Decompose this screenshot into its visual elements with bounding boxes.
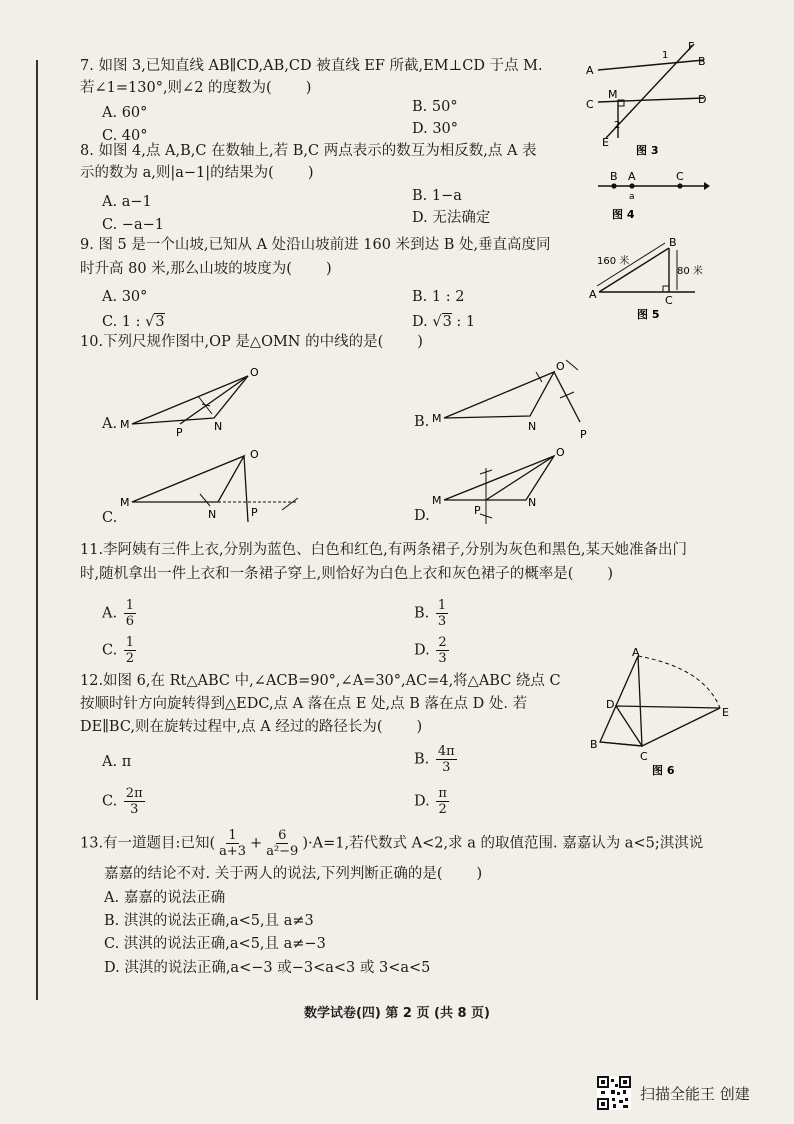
q13-option-b: B. 淇淇的说法正确,a<5,且 a≠3 <box>104 913 314 929</box>
q11-line1: 11.李阿姨有三件上衣,分别为蓝色、白色和红色,有两条裙子,分别为灰色和黑色,某天她准备出门 <box>80 542 687 558</box>
fig6-label-a: A <box>632 646 640 659</box>
fig5-label-b: B <box>669 236 677 249</box>
figure-5-caption: 图 5 <box>637 308 660 321</box>
q9-option-a: A. 30° <box>102 289 148 305</box>
fig3-label-m: M <box>608 88 618 101</box>
q8-line2: 示的数为 a,则|a−1|的结果为( ) <box>80 165 314 181</box>
fig5-label-a: A <box>589 288 597 301</box>
q12-line2: 按顺时针方向旋转得到△EDC,点 A 落在点 E 处,点 B 落在点 D 处. 若 <box>80 696 528 712</box>
q11-option-b: B. $\frac{1}{3}$ <box>414 598 447 629</box>
q13-line2: 嘉嘉的结论不对. 关于两人的说法,下列判断正确的是( ) <box>104 866 483 882</box>
fig3-label-a: A <box>586 64 594 77</box>
q8-option-c: C. −a−1 <box>102 217 164 233</box>
svg-text:P: P <box>251 506 258 519</box>
figure-5 <box>585 234 705 324</box>
q9-option-d: D. √3 : 1 <box>412 314 476 330</box>
q13-option-c: C. 淇淇的说法正确,a<5,且 a≠−3 <box>104 936 326 952</box>
q9-line2: 时升高 80 米,那么山坡的坡度为( ) <box>80 261 332 277</box>
q10-figure-d <box>430 444 580 530</box>
svg-text:O: O <box>556 360 565 373</box>
figure-6-caption: 图 6 <box>652 764 675 777</box>
qr-code-icon <box>597 1076 631 1110</box>
q8-line1: 8. 如图 4,点 A,B,C 在数轴上,若 B,C 两点表示的数互为相反数,点 A 表 <box>80 143 537 159</box>
fig3-label-c: C <box>586 98 594 111</box>
svg-text:P: P <box>474 504 481 517</box>
q12-line1: 12.如图 6,在 Rt△ABC 中,∠ACB=90°,∠A=30°,AC=4,将△ABC 绕点 C <box>80 673 561 689</box>
fig5-label-height: 80 米 <box>677 266 703 277</box>
svg-text:N: N <box>528 496 537 509</box>
q12-option-c: C. $\frac{2\pi}{3}$ <box>102 786 143 817</box>
q10-option-b: B. <box>414 414 430 430</box>
fig5-label-length: 160 米 <box>597 256 630 267</box>
q9-option-c: C. 1 : √3 <box>102 314 165 330</box>
q10-option-d: D. <box>414 508 430 524</box>
figure-3-caption: 图 3 <box>636 144 659 157</box>
q7-option-c: C. 40° <box>102 128 148 144</box>
svg-text:O: O <box>250 366 259 379</box>
q12-option-a: A. π <box>102 754 132 770</box>
q8-option-d: D. 无法确定 <box>412 210 491 226</box>
svg-text:M: M <box>432 494 442 507</box>
fig4-label-c: C <box>676 170 684 183</box>
q7-option-d: D. 30° <box>412 121 459 137</box>
q9-option-b: B. 1 : 2 <box>412 289 465 305</box>
fig4-label-a-value: a <box>629 192 635 202</box>
q12-line3: DE∥BC,则在旋转过程中,点 A 经过的路径长为( ) <box>80 719 423 735</box>
q11-option-d: D. $\frac{2}{3}$ <box>414 635 447 666</box>
q8-option-b: B. 1−a <box>412 188 462 204</box>
q11-line2: 时,随机拿出一件上衣和一条裙子穿上,则恰好为白色上衣和灰色裙子的概率是( ) <box>80 566 614 582</box>
fig4-label-a: A <box>628 170 636 183</box>
q12-option-d: D. $\frac{\pi}{2}$ <box>414 786 447 817</box>
svg-text:M: M <box>120 496 130 509</box>
svg-text:M: M <box>432 412 442 425</box>
q7-line2: 若∠1=130°,则∠2 的度数为( ) <box>80 80 312 96</box>
svg-text:P: P <box>580 428 587 441</box>
q7-option-a: A. 60° <box>102 105 148 121</box>
fig3-label-b: B <box>698 55 706 68</box>
q11-option-c: C. $\frac{1}{2}$ <box>102 635 135 666</box>
q10-line1: 10.下列尺规作图中,OP 是△OMN 的中线的是( ) <box>80 334 423 350</box>
svg-text:N: N <box>528 420 537 433</box>
q10-figure-a <box>118 362 268 438</box>
fig3-label-f: F <box>688 40 695 53</box>
q11-option-a: A. $\frac{1}{6}$ <box>102 598 134 629</box>
fig3-label-d: D <box>698 93 707 106</box>
q12-option-b: B. $\frac{4\pi}{3}$ <box>414 744 455 775</box>
q10-option-a: A. <box>102 416 118 432</box>
q10-option-c: C. <box>102 510 118 526</box>
figure-3 <box>584 40 714 160</box>
fig3-label-e: E <box>602 136 609 149</box>
scanner-watermark: 扫描全能王 创建 <box>640 1085 750 1103</box>
svg-text:O: O <box>250 448 259 461</box>
fig6-label-c: C <box>640 750 648 763</box>
figure-4 <box>590 168 710 223</box>
q9-line1: 9. 图 5 是一个山坡,已知从 A 处沿山坡前进 160 米到达 B 处,垂直高度同 <box>80 237 551 253</box>
svg-text:N: N <box>214 420 223 433</box>
svg-text:M: M <box>120 418 130 431</box>
q8-option-a: A. a−1 <box>102 194 152 210</box>
fig6-label-b: B <box>590 738 598 751</box>
svg-text:N: N <box>208 508 217 521</box>
fig4-label-b: B <box>610 170 618 183</box>
q7-line1: 7. 如图 3,已知直线 AB∥CD,AB,CD 被直线 EF 所截,EM⊥CD 于点 M. <box>80 58 543 74</box>
fig6-label-d: D <box>606 698 615 711</box>
fig3-angle-2: 2 <box>614 120 621 131</box>
fig6-label-e: E <box>722 706 729 719</box>
q13-option-a: A. 嘉嘉的说法正确 <box>104 890 226 906</box>
q10-figure-b <box>430 356 610 446</box>
q13-line1: 13.有一道题目:已知( $\frac{1}{a+3}$ + $\frac{6}{\text{a²−9}}$ )·A=1,若代数式 A<2,求 a 的取值范围. 嘉嘉认为 a<5;淇淇说 <box>80 828 704 859</box>
fig3-angle-1: 1 <box>662 50 669 61</box>
page-footer: 数学试卷(四) 第 2 页 (共 8 页) <box>303 1006 490 1021</box>
q10-figure-c <box>118 446 308 532</box>
q7-option-b: B. 50° <box>412 99 458 115</box>
figure-4-caption: 图 4 <box>612 208 635 221</box>
svg-text:O: O <box>556 446 565 459</box>
svg-text:P: P <box>176 426 183 438</box>
fig5-label-c: C <box>665 294 673 307</box>
figure-6 <box>586 646 732 780</box>
margin-line <box>36 60 38 1000</box>
q13-option-d: D. 淇淇的说法正确,a<−3 或−3<a<3 或 3<a<5 <box>104 960 431 976</box>
